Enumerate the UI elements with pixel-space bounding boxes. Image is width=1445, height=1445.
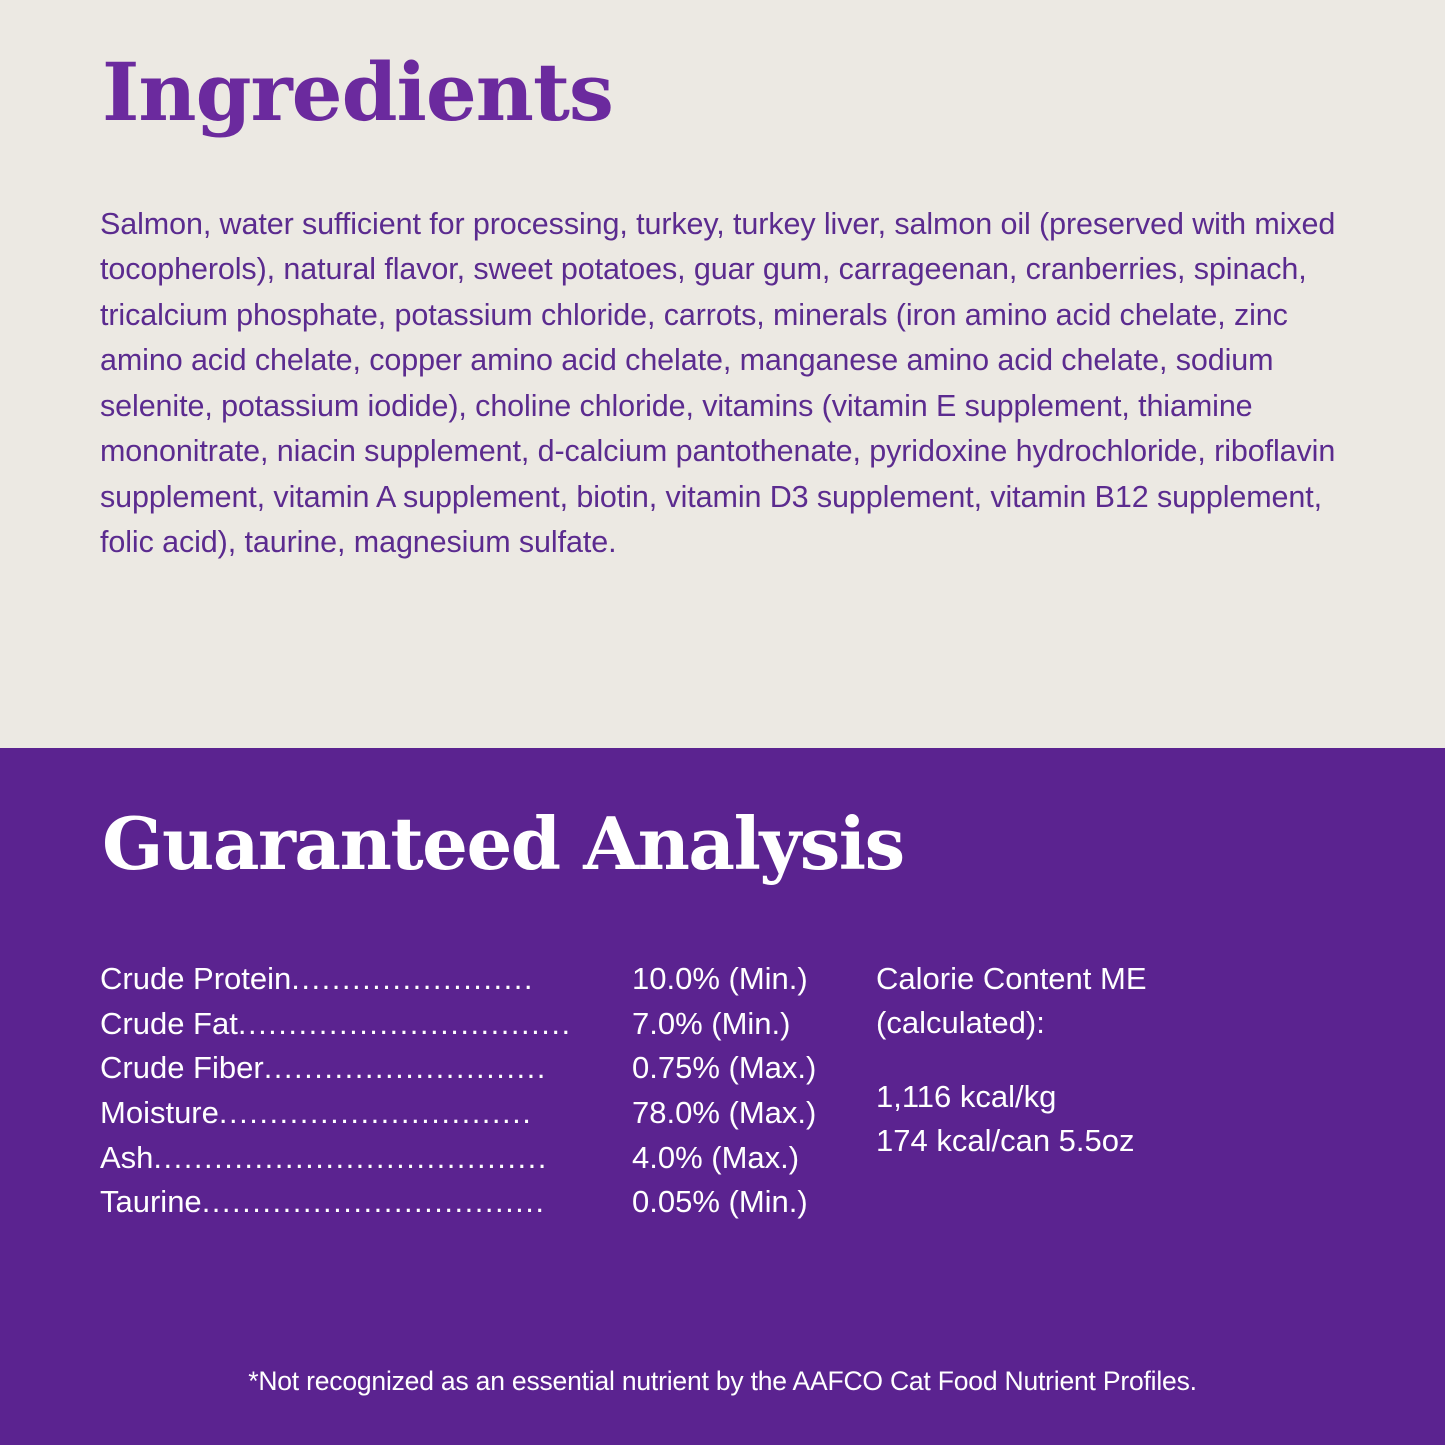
leader-dots: ....................................... — [153, 1139, 548, 1175]
table-row — [100, 957, 860, 1002]
leader-dots: ........................ — [291, 961, 534, 997]
nutrient-value: 7.0% (Min.) — [632, 1005, 791, 1041]
nutrient-label: Ash — [100, 1139, 154, 1175]
calorie-content-block — [860, 957, 1147, 1163]
nutrient-value: 78.0% (Max.) — [632, 1095, 817, 1131]
nutrient-value: 0.75% (Max.) — [632, 1050, 817, 1086]
calorie-value-per-can: 174 kcal/can 5.5oz — [876, 1123, 1135, 1159]
leader-dots: .................................. — [201, 1184, 546, 1220]
table-row — [100, 1002, 860, 1047]
table-row — [100, 1046, 860, 1091]
calorie-label-line2: (calculated): — [876, 1005, 1045, 1041]
ingredients-heading: Ingredients — [102, 45, 613, 139]
guaranteed-analysis-heading: Guaranteed Analysis — [102, 801, 904, 886]
leader-dots: ............................ — [263, 1050, 547, 1086]
analysis-table — [100, 957, 860, 1225]
aafco-footnote: *Not recognized as an essential nutrient by the AAFCO Cat Food Nutrient Profiles. — [248, 1366, 1197, 1396]
analysis-columns — [100, 957, 1345, 1225]
nutrient-value: 0.05% (Min.) — [632, 1184, 808, 1220]
nutrient-label: Moisture — [100, 1095, 219, 1131]
nutrient-value: 10.0% (Min.) — [632, 961, 808, 997]
nutrient-label: Crude Fat — [100, 1005, 238, 1041]
table-row — [100, 1136, 860, 1181]
nutrient-label: Crude Protein — [100, 961, 292, 997]
guaranteed-analysis-section — [0, 748, 1445, 1445]
leader-dots: ................................. — [237, 1005, 572, 1041]
ingredients-text: Salmon, water sufficient for processing, turkey, turkey liver, salmon oil (preserved with mixed tocopherols), natural flavor, sweet potatoes, guar gum, carrageenan, cranberries, spinach, tricalcium phosphate, potassium chloride, carrots, minerals (iron amino acid chelate, zinc amino acid chelate, copper amino acid chelate, manganese amino acid chelate, sodium selenite, potassium iodide), choline chloride, vitamins (vitamin E supplement, thiamine mononitrate, niacin supplement, d-calcium pantothenate, pyridoxine hydrochloride, riboflavin supplement, vitamin A supplement, biotin, vitamin D3 supplement, vitamin B12 supplement, folic acid), taurine, magnesium sulfate. — [100, 207, 1336, 560]
calorie-label-line1: Calorie Content ME — [876, 961, 1147, 997]
nutrient-label: Crude Fiber — [100, 1050, 264, 1086]
table-row — [100, 1180, 860, 1225]
table-row — [100, 1091, 860, 1136]
leader-dots: ............................... — [218, 1095, 533, 1131]
calorie-value-per-kg: 1,116 kcal/kg — [876, 1079, 1057, 1115]
calorie-spacer — [876, 1045, 1147, 1075]
nutrient-label: Taurine — [100, 1184, 202, 1220]
nutrient-value: 4.0% (Max.) — [632, 1139, 800, 1175]
